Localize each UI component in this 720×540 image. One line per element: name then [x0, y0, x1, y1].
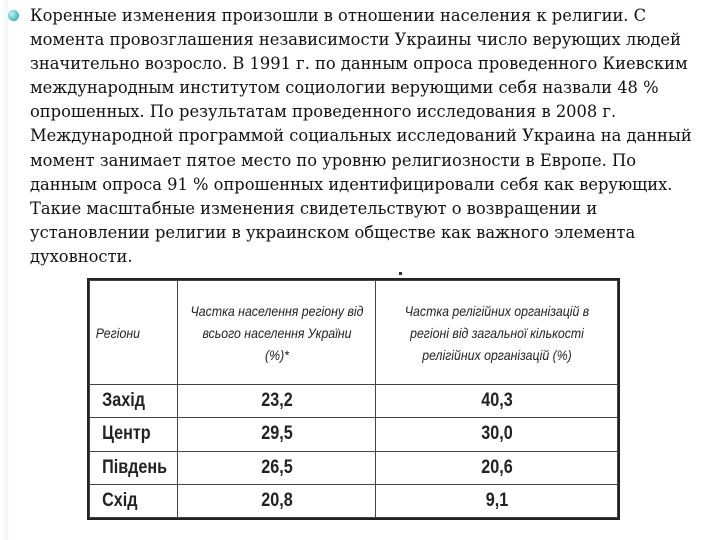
stray-dot — [399, 272, 402, 275]
body-paragraph — [8, 4, 708, 269]
row-region: Схід — [96, 484, 171, 517]
table-row — [90, 451, 618, 484]
row-population: 26,5 — [192, 451, 360, 484]
header-population: Частка населення регіону від всього населення України (%)* — [189, 281, 363, 385]
row-organizations: 20,6 — [394, 451, 600, 484]
table-row — [90, 484, 618, 517]
row-population: 23,2 — [192, 385, 360, 418]
religion-table — [87, 278, 620, 520]
table-row — [90, 418, 618, 451]
header-organizations: Частка релігійних організацій в регіоні від загальної кількості релігійних організацій (%) — [390, 281, 603, 385]
table-row — [90, 385, 618, 418]
row-region: Захід — [96, 385, 171, 418]
header-region: Регіони — [95, 281, 172, 385]
data-table — [89, 280, 618, 518]
table-header-row — [90, 281, 618, 385]
row-organizations: 40,3 — [394, 385, 600, 418]
slide-edge — [0, 0, 8, 540]
row-population: 29,5 — [192, 418, 360, 451]
row-organizations: 9,1 — [394, 484, 600, 517]
paragraph-text: Коренные изменения произошли в отношении населения к религии. С момента провозглашения независимости Украины число верующих людей значительно возросло. В 1991 г. по данным опроса проведенного Киевским международным институтом социологии верующими себя назвали 48 % опрошенных. По результатам проведенного исследования в 2008 г. Международной программой социальных исследований Украина на данный момент занимает пятое место по уровню религиозности в Европе. По данным опроса 91 % опрошенных идентифицировали себя как верующих. Такие масштабные изменения свидетельствуют о возвращении и установлении религии в украинском обществе как важного элемента духовности. — [30, 6, 692, 266]
row-region: Центр — [96, 418, 171, 451]
row-organizations: 30,0 — [394, 418, 600, 451]
row-population: 20,8 — [192, 484, 360, 517]
row-region: Південь — [96, 451, 171, 484]
